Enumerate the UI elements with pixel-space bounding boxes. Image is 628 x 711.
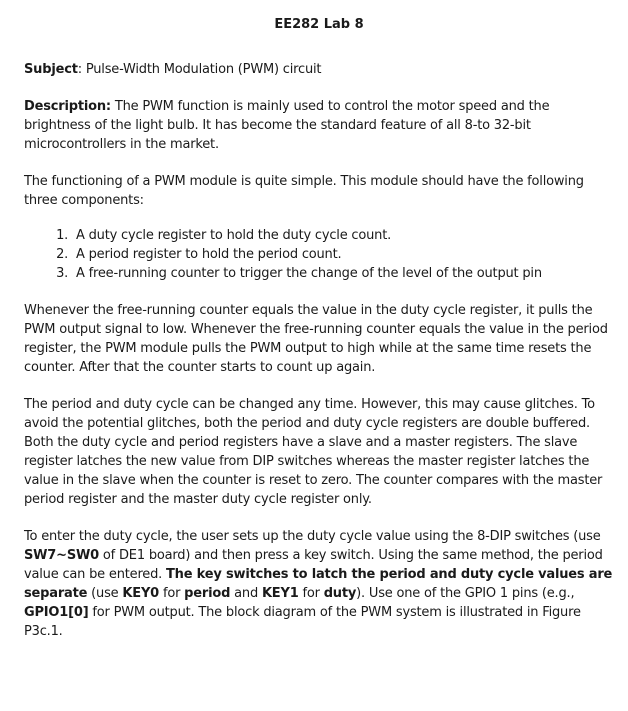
document-page <box>24 16 614 659</box>
emphasis-text: The key switches to latch the period and duty cycle values are separate <box>24 567 613 601</box>
subject-line <box>24 60 614 79</box>
switch-name: SW7~SW0 <box>24 548 99 563</box>
enter-paragraph <box>24 527 614 641</box>
period-word: period <box>184 586 231 601</box>
text-run: (use <box>87 586 123 601</box>
list-item: 1. A duty cycle register to hold the duty cycle count. <box>72 226 614 245</box>
text-run: for <box>298 586 324 601</box>
key0-name: KEY0 <box>122 586 160 601</box>
description-label: Description: <box>24 99 111 114</box>
text-run: for <box>159 586 185 601</box>
buffer-paragraph: The period and duty cycle can be changed any time. However, this may cause glitches. To avoid the potential glitches, both the period and duty cycle registers are double buffered. Both the duty cycle and period registers have a slave and a master registers. The slave register latches the new value from DIP switches whereas the master register latches the value in the slave when the counter is reset to zero. The counter compares with the master period register and the master duty cycle register only. <box>24 397 603 507</box>
key1-name: KEY1 <box>261 586 299 601</box>
description-paragraph <box>24 97 614 154</box>
list-item: 2. A period register to hold the period count. <box>72 245 614 264</box>
text-run: ). Use one of the GPIO 1 pins (e.g., <box>356 586 575 601</box>
page-title: EE282 Lab 8 <box>274 17 364 32</box>
description-text: The PWM function is mainly used to control the motor speed and the brightness of the light bulb. It has become the standard feature of all 8-to 32-bit microcontrollers in the market. <box>24 99 550 152</box>
duty-word: duty <box>323 586 357 601</box>
gpio-pin: GPIO1[0] <box>24 605 89 620</box>
text-run: for PWM output. The block diagram of the PWM system is illustrated in Figure P3c.1. <box>24 605 581 639</box>
components-list <box>24 226 614 283</box>
counter-paragraph: Whenever the free-running counter equals the value in the duty cycle register, it pulls the PWM output signal to low. Whenever the free-running counter equals the value in the period register, the PWM module pulls the PWM output to high while at the same time resets the counter. After that the counter starts to count up again. <box>24 303 608 375</box>
list-item: 3. A free-running counter to trigger the change of the level of the output pin <box>72 264 614 283</box>
text-run: and <box>230 586 262 601</box>
subject-text: : Pulse-Width Modulation (PWM) circuit <box>77 62 322 77</box>
subject-label: Subject <box>24 62 78 77</box>
intro-paragraph: The functioning of a PWM module is quite simple. This module should have the following three components: <box>24 174 584 208</box>
text-run: of DE1 board) and then press a key switch. Using the same method, the period value can be entered. <box>24 548 603 582</box>
text-run: To enter the duty cycle, the user sets up the duty cycle value using the 8-DIP switches (use <box>24 529 601 544</box>
